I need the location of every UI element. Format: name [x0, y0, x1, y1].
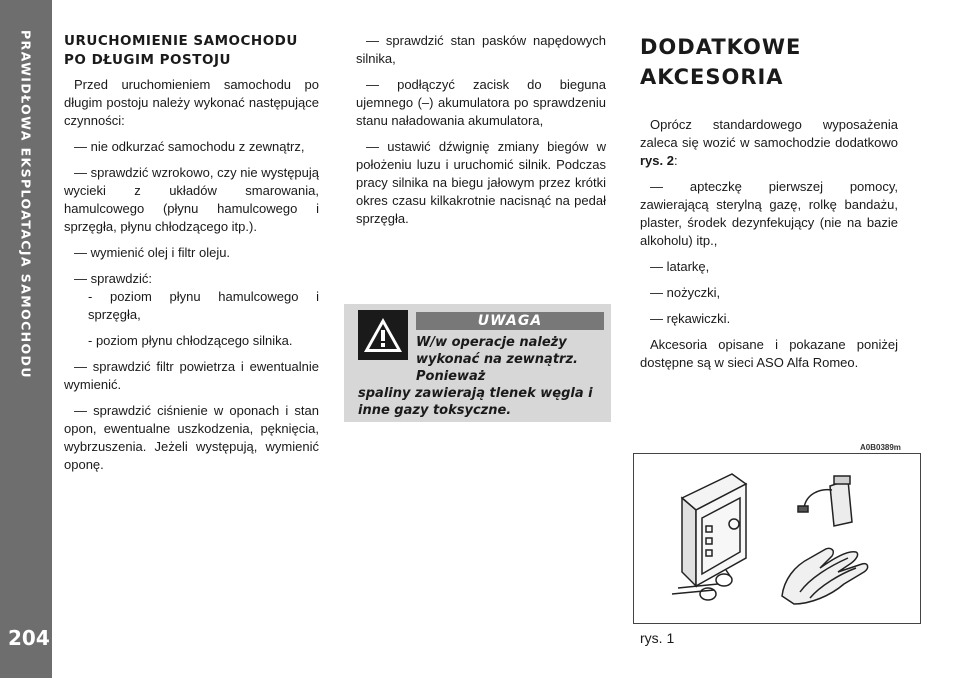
sidebar: [0, 0, 52, 678]
warning-text: W/w operacje należy wykonać na zewnątrz. Ponieważ spaliny zawierają tlenek węgla i inne gazy toksyczne.: [358, 335, 593, 418]
list-item: — sprawdzić wzrokowo, czy nie występują wycieki z układów smarowania, hamulcowego (płynu hamulcowego i sprzęgła, płynu chłodzącego itp.).: [64, 165, 319, 234]
accessories-figure: [633, 453, 921, 624]
flashlight-icon: [798, 476, 852, 526]
list-item: — nożyczki,: [650, 285, 721, 300]
section-heading: DODATKOWE AKCESORIA: [640, 35, 802, 89]
sidebar-title: PRAWIDŁOWA EKSPLOATACJA SAMOCHODU: [18, 30, 34, 379]
list-item: — ustawić dźwignię zmiany biegów w położeniu luzu i uruchomić silnik. Podczas pracy silnika na biegu jałowym przez krótki okres czasu kilkakrotnie nacisnąć na pedał sprzęgła.: [356, 139, 606, 226]
list-item: — nie odkurzać samochodu z zewnątrz,: [74, 139, 305, 154]
list-item: — apteczkę pierwszej pomocy, zawierającą sterylną gazę, rolkę bandażu, plaster, środek dezynfekujący (nie na bazie alkoholu) itp.,: [640, 179, 898, 248]
page-number: 204: [8, 626, 50, 650]
column-2: [356, 32, 606, 236]
list-item: — rękawiczki.: [650, 311, 731, 326]
warning-title: UWAGA: [416, 312, 604, 330]
list-item: — sprawdzić filtr powietrza i ewentualnie wymienić.: [64, 359, 319, 392]
outro-paragraph: Akcesoria opisane i pokazane poniżej dostępne są w sieci ASO Alfa Romeo.: [640, 337, 898, 370]
intro-paragraph: Przed uruchomieniem samochodu po długim postoju należy wykonać następujące czynności:: [64, 77, 319, 128]
figure-reference: rys. 2: [640, 153, 674, 168]
figure-caption: rys. 1: [640, 630, 675, 646]
intro-paragraph: Oprócz standardowego wyposażenia zaleca się wozić w samochodzie dodatkowo rys. 2:: [640, 117, 898, 168]
sub-item: - poziom płynu chłodzącego silnika.: [88, 333, 293, 348]
list-item: — sprawdzić ciśnienie w oponach i stan opon, ewentualne uszkodzenia, pęknięcia, wybrzuszenia. Jeżeli występują, wymienić oponę.: [64, 403, 319, 472]
list-item: — sprawdzić stan pasków napędowych silnika,: [356, 33, 606, 66]
list-item: — latarkę,: [650, 259, 710, 274]
column-1: [64, 32, 319, 482]
warning-box: [344, 304, 611, 422]
section-heading: URUCHOMIENIE SAMOCHODU PO DŁUGIM POSTOJU: [64, 33, 298, 68]
list-item: — wymienić olej i filtr oleju.: [74, 245, 231, 260]
first-aid-kit-icon: [682, 474, 746, 586]
image-code: A0B0389m: [860, 443, 901, 452]
column-3: [640, 32, 898, 380]
sub-item: - poziom płynu hamulcowego i sprzęgła,: [88, 289, 319, 322]
list-item: — sprawdzić:: [74, 271, 153, 286]
gloves-icon: [782, 548, 868, 604]
list-item: — podłączyć zacisk do bieguna ujemnego (–) akumulatora po sprawdzeniu stanu naładowania akumulatora,: [356, 77, 606, 128]
